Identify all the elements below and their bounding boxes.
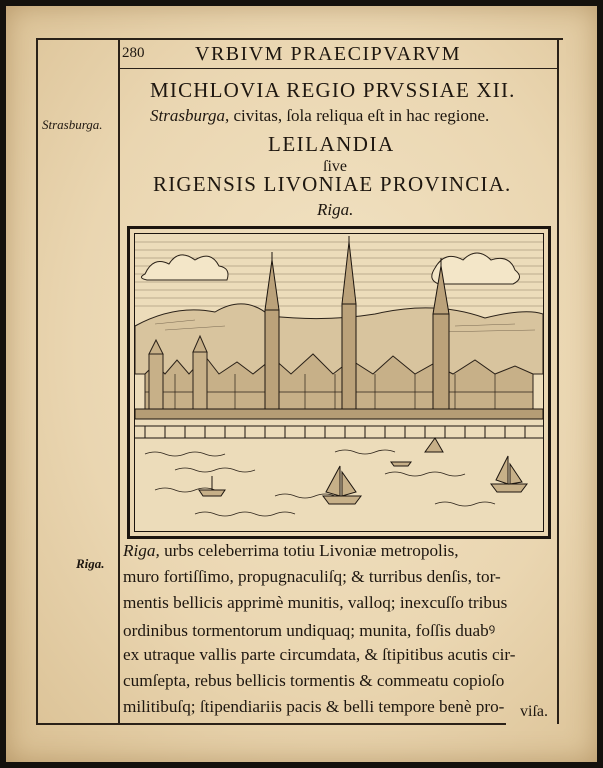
header-rule <box>118 68 559 69</box>
running-head: VRBIVM PRAECIPVARVM <box>195 43 462 65</box>
province-title: RIGENSIS LIVONIAE PROVINCIA. <box>153 172 512 196</box>
body-line-6: cumſepta, rebus bellicis tormentis & commeatu copioſo <box>123 671 505 690</box>
section-subtitle <box>150 106 489 126</box>
subtitle-city-name: Strasburga <box>150 106 225 125</box>
body-line-1 <box>123 541 459 561</box>
city-heading: Riga. <box>317 200 354 219</box>
conjunction-text: ſive <box>323 158 347 175</box>
page-frame-top <box>36 38 563 40</box>
body-line-5: ex utraque vallis parte circumdata, & ſtipitibus acutis cir- <box>123 645 516 664</box>
region-title: LEILANDIA <box>268 132 395 156</box>
page-number: 280 <box>122 45 145 61</box>
section-title: MICHLOVIA REGIO PRVSSIAE XII. <box>150 78 516 102</box>
riga-city-view-engraving <box>134 233 544 532</box>
catchword: viſa. <box>520 703 548 720</box>
page-frame-right <box>557 38 559 724</box>
subtitle-text: , civitas, ſola reliqua eſt in hac regione. <box>224 106 490 125</box>
body-line-7: militibuſq; ſtipendiariis pacis & belli tempore benè pro- <box>123 697 505 716</box>
page-frame-left <box>36 38 38 724</box>
city-wall <box>135 409 543 419</box>
body-line-2: muro fortiſſimo, propugnaculiſq; & turribus denſis, tor- <box>123 567 501 586</box>
margin-note-strasburga: Strasburga. <box>42 117 103 132</box>
body-line-1-text: urbs celeberrima totiu Livoniæ metropolis, <box>159 541 459 560</box>
body-line-4: ordinibus tormentorum undiquaq; munita, foſſis duabꝰ <box>123 621 496 640</box>
margin-divider <box>118 38 120 724</box>
body-line-3: mentis bellicis apprimè munitis, valloq; inexcuſſo tribus <box>123 593 508 612</box>
city-panorama-illustration <box>135 234 543 531</box>
body-lead-word: Riga, <box>123 541 160 560</box>
page-frame-bottom <box>36 723 506 725</box>
margin-note-riga: Riga. <box>76 556 105 571</box>
